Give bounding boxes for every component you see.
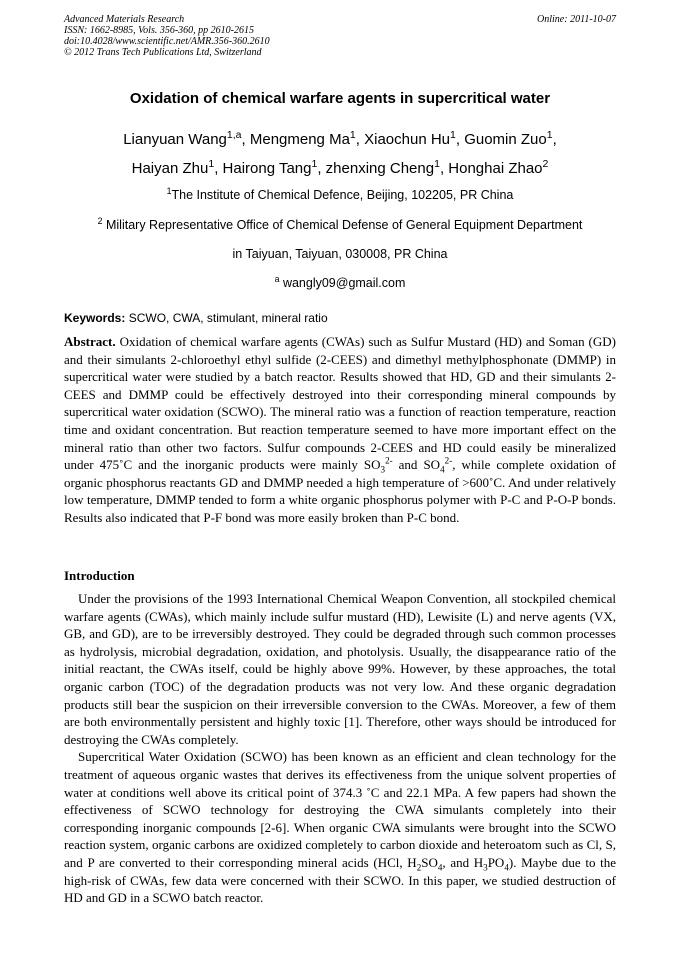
intro-text: SO	[421, 854, 438, 870]
intro-paragraph-1: Under the provisions of the 1993 International Chemical Weapon Convention, all stockpiled chemical warfare agents (CWAs), which mainly include sulfur mustard (HD), Lewisite (L) and nerve agents (VX, GB, and GD), are to be irreversibly destroyed. They could be degraded through such common processes as hydrolysis, microbial degradation, oxidation, and photolysis. Usually, the disappearance ratio of the initial reactant, the CWAs itself, could be highly above 99%. However, by these approaches, the total organic carbon (TOC) of the degradation products was not very low. And these organic degradation products still bear the suspicion on their irreversible conversion to the CWAs. Moreover, a few of them are both environmentally persistent and highly toxic [1]. Therefore, other ways should be introduced for destroying the CWAs completely.	[64, 591, 616, 747]
copyright-line: © 2012 Trans Tech Publications Ltd, Switzerland	[64, 47, 262, 58]
journal-name: Advanced Materials Research	[64, 14, 185, 25]
keywords-text: SCWO, CWA, stimulant, mineral ratio	[128, 311, 328, 325]
intro-paragraph-2	[64, 748, 616, 906]
abstract-text: Oxidation of chemical warfare agents (CWAs) such as Sulfur Mustard (HD) and Soman (GD) and their simulants 2-chloroethyl ethyl sulfide (2-CEES) and dimethyl methylphosphonate (DMMP) in supercritical water were studied by a batch reactor. Results showed that HD, GD and their simulants 2-CEES and DMMP could be effectively destroyed into their corresponding mineral compounds by supercritical water oxidation (SCWO). The mineral ratio was a function of reaction temperature, reaction time and oxidant concentration. But reaction temperature seemed to have more important effect on the mineral ratio than other two factors. Sulfur compounds 2-CEES and HD could easily be mineralized under 475˚C and the inorganic products were mainly SO	[64, 334, 616, 473]
intro-text: , and H	[442, 854, 484, 870]
subscript: 4	[504, 862, 509, 873]
author-line-2: Haiyan Zhu$^1$, Hairong Tang$^1$, zhenxing Cheng$^1$, Honghai Zhao$^2$	[131, 158, 549, 177]
author-name: Xiaochun Hu	[364, 131, 451, 148]
affiliation-sup: 1	[166, 185, 172, 196]
author-sup: 1	[349, 129, 356, 141]
keywords-label: Keywords:	[64, 311, 126, 325]
subscript: 4	[437, 862, 443, 873]
abstract-label: Abstract.	[64, 334, 116, 349]
author-name: Mengmeng Ma	[249, 131, 350, 148]
abstract-text: and SO	[392, 457, 441, 473]
author-sup: 1	[450, 129, 456, 141]
author-name: Haiyan Zhu	[131, 160, 209, 177]
author-list	[64, 125, 616, 183]
abstract-text: , while complete oxidation of organic phosphorus reactants GD and DMMP needed a high temperature of >600˚C. And under relatively low temperature, DMMP tended to form a white organic phosphorus polymer with P-C and P-O-P bonds. Results also indicated that P-F bond was more easily broken than P-C bond.	[64, 457, 616, 525]
issn-line: ISSN: 1662-8985, Vols. 356-360, pp 2610-2615	[64, 25, 254, 36]
affiliation-2	[64, 215, 616, 232]
affiliation-text: The Institute of Chemical Defence, Beijing, 102205, PR China	[171, 188, 514, 202]
introduction-body	[64, 590, 616, 907]
affiliation-text: Military Representative Office of Chemical Defense of General Equipment Department	[105, 218, 583, 232]
affiliation-1	[64, 185, 616, 202]
paper-title: Oxidation of chemical warfare agents in supercritical water	[129, 90, 551, 107]
affiliation-2-cont: in Taiyuan, Taiyuan, 030008, PR China	[232, 247, 448, 261]
author-sup: 1	[311, 158, 318, 170]
superscript: 2-	[444, 455, 453, 466]
author-sup: 1	[546, 129, 553, 141]
affiliation-sup: 2	[97, 215, 103, 226]
author-line-1: Lianyuan Wang$^{1,a}$, Mengmeng Ma$^1$, Xiaochun Hu$^1$, Guomin Zuo$^1$,	[123, 129, 557, 148]
author-sup: 1	[434, 158, 440, 170]
author-sup: 2	[542, 158, 549, 170]
online-date: Online: 2011-10-07	[537, 14, 616, 25]
subscript: 2	[416, 862, 422, 873]
doi-line: doi:10.4028/www.scientific.net/AMR.356-360.2610	[64, 36, 270, 47]
author-name: Hairong Tang	[222, 160, 312, 177]
author-email	[64, 273, 616, 290]
email-link[interactable]: wangly09@gmail.com	[282, 276, 406, 290]
intro-text: ). Maybe due to the high-risk of CWAs, few data were concerned with their SCWO. In this paper, we studied destruction of HD and GD in a SCWO batch reactor.	[64, 854, 616, 906]
keywords	[64, 311, 616, 325]
author-name: Guomin Zuo	[464, 131, 547, 148]
author-name: Lianyuan Wang	[123, 131, 227, 148]
abstract	[64, 333, 616, 527]
email-sup: a	[274, 273, 280, 284]
intro-text: Supercritical Water Oxidation (SCWO) has been known as an efficient and clean technology for the treatment of aqueous organic wastes that derives its effectiveness from the unique solvent properties of water at conditions well above its critical point of 374.3 ˚C and 22.1 MPa. A few papers had shown the effectiveness of SCWO technology for destroying the CWA simulants completely into their corresponding inorganic compounds [2-6]. When organic CWA simulants were brought into the SCWO reaction system, organic carbons are oxidized completely to carbon dioxide and heteroatom such as Cl, S, and P are converted to their corresponding mineral acids (HCl, H	[64, 749, 616, 870]
author-name: Honghai Zhao	[448, 160, 543, 177]
journal-meta	[64, 14, 616, 58]
subscript: 3	[380, 464, 386, 475]
author-sup: 1	[208, 158, 215, 170]
subscript: 3	[483, 862, 488, 873]
intro-text: PO	[487, 854, 505, 870]
author-name: zhenxing Cheng	[325, 160, 435, 177]
subscript: 4	[440, 464, 445, 475]
author-sup: 1,a	[226, 129, 242, 141]
introduction-heading: Introduction	[64, 568, 135, 583]
superscript: 2-	[385, 455, 393, 466]
